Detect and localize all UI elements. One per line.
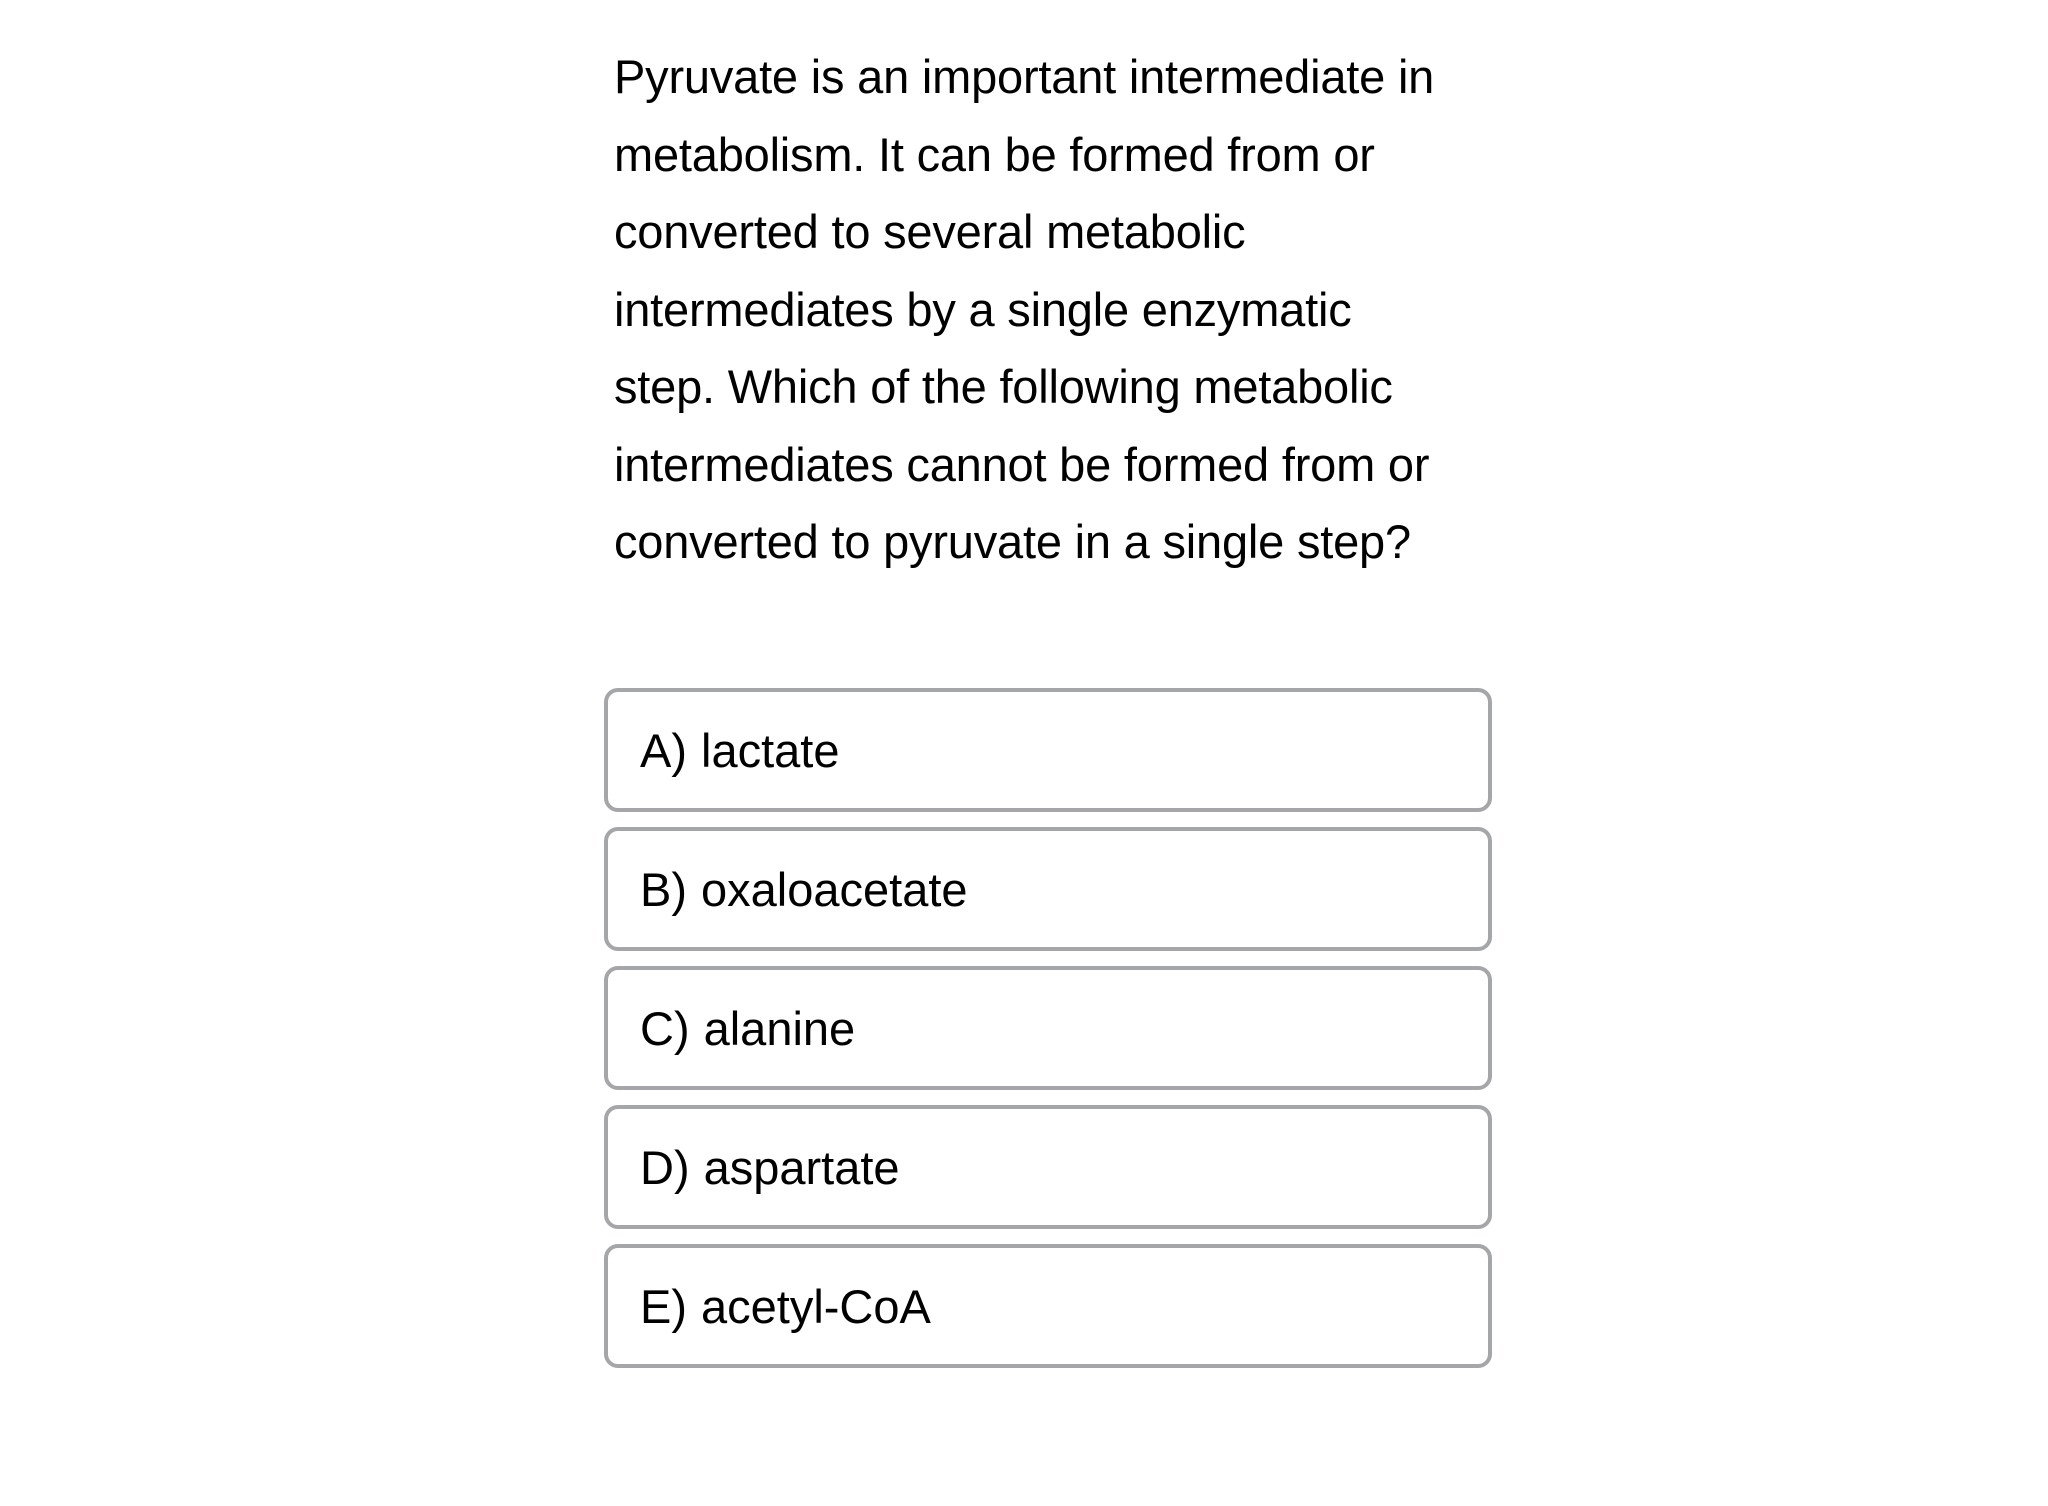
option-text: acetyl-CoA (701, 1279, 931, 1333)
question-line: metabolism. It can be formed from or (614, 127, 1375, 181)
question-line: converted to several metabolic (614, 205, 1246, 258)
option-letter: B) (640, 862, 687, 916)
option-letter: D) (640, 1140, 690, 1194)
answer-options-list (604, 688, 1492, 1383)
option-letter: C) (640, 1001, 690, 1055)
question-line: intermediates cannot be formed from or (614, 437, 1430, 491)
question-line: intermediates by a single enzymatic (614, 282, 1352, 336)
question-text (614, 38, 1514, 581)
option-text: aspartate (703, 1140, 900, 1194)
option-text: lactate (701, 723, 840, 777)
option-text: alanine (703, 1001, 856, 1055)
answer-option-b[interactable] (604, 827, 1492, 951)
question-line: Pyruvate is an important intermediate in (614, 50, 1435, 103)
answer-option-d[interactable] (604, 1105, 1492, 1229)
answer-option-e[interactable] (604, 1244, 1492, 1368)
option-letter: A) (640, 723, 687, 777)
question-line: step. Which of the following metabolic (614, 360, 1393, 413)
question-line: converted to pyruvate in a single step? (614, 515, 1411, 568)
answer-option-a[interactable] (604, 688, 1492, 812)
option-text: oxaloacetate (701, 862, 968, 916)
option-letter: E) (640, 1279, 687, 1333)
answer-option-c[interactable] (604, 966, 1492, 1090)
